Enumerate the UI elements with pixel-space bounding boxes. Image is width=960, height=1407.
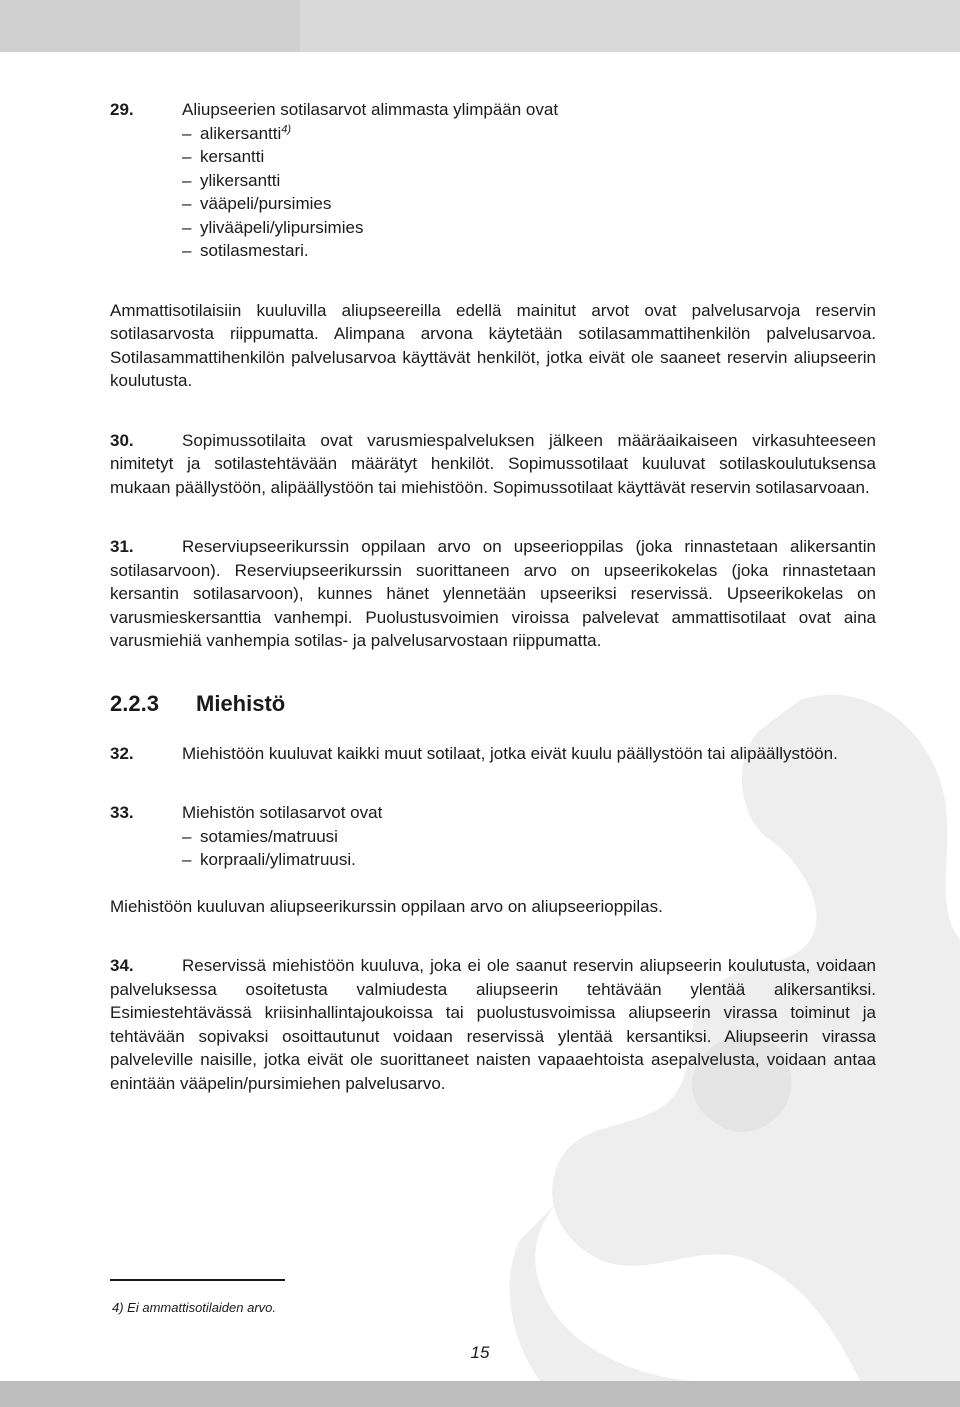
list-item (182, 169, 876, 193)
dash-mark: – (182, 194, 192, 213)
rank-list-29 (110, 122, 876, 263)
section-title: Miehistö (196, 690, 286, 716)
dash-mark: – (182, 241, 192, 260)
item-number: 33. (110, 803, 134, 822)
rank-name: ylivääpeli/ylipursimies (200, 217, 364, 237)
rank-name: alikersantti (200, 123, 282, 143)
item-number: 30. (110, 430, 134, 450)
list-item (182, 145, 876, 169)
item-30 (110, 429, 876, 500)
item-30-text: Sopimussotilaita ovat varusmiespalveluksen jälkeen määräaikaiseen virkasuhteeseen nimitetyt ja sotilastehtävään määrätyt henkilöt. Sopimussotilaat kuuluvat sotilaskoulutuksensa mukaan päällystöön, alipäällystöön tai miehistöön. Sopimussotilaat käyttävät reservin sotilasarvoaan. (110, 430, 876, 497)
section-number: 2.2.3 (110, 690, 159, 716)
rank-name: sotilasmestari. (200, 241, 309, 260)
document-body (110, 98, 876, 1095)
item-number: 32. (110, 743, 134, 763)
item-number: 34. (110, 956, 134, 975)
item-31-text: Reserviupseerikurssin oppilaan arvo on upseerioppilas (joka rinnastetaan alikersantin sotilasarvoon). Reserviupseerikurssin suorittaneen arvo on upseerikokelas (joka rinnastetaan kersantin sotilasarvoon), kunnes hänet ylennetään upseeriksi reservissä. Upseerikokelas on varusmieskersanttia vanhempi. Puolustusvoimien viroissa palvelevat ammattisotilaat ovat aina varusmiehiä vanhempia sotilas- ja palvelusarvostaan riippumatta. (110, 537, 876, 650)
list-item (182, 825, 876, 849)
section-heading (110, 689, 876, 719)
footnote-divider (110, 1279, 285, 1281)
item-31 (110, 535, 876, 653)
list-item (182, 216, 876, 240)
dash-mark: – (182, 170, 192, 190)
item-33-note: Miehistöön kuuluvan aliupseerikurssin oppilaan arvo on aliupseerioppilas. (110, 896, 663, 916)
rank-name: ylikersantti (200, 170, 281, 190)
list-item (182, 239, 876, 263)
item-29-intro-text: Aliupseerien sotilasarvot alimmasta ylimpään ovat (182, 100, 559, 119)
list-item (182, 192, 876, 216)
item-33-intro (110, 801, 876, 825)
dash-mark: – (182, 217, 192, 237)
list-item (182, 848, 876, 872)
dash-mark: – (182, 850, 192, 869)
rank-name: sotamies/matruusi (200, 826, 338, 846)
footnote-ref: 4) (281, 122, 292, 135)
item-32 (110, 742, 876, 766)
item-number: 29. (110, 100, 134, 119)
item-29-intro (110, 98, 876, 122)
item-29-note: Ammattisotilaisiin kuuluvilla aliupseereilla edellä mainitut arvot ovat palvelusarvoja reservin sotilasarvosta riippumatta. Alimpana arvona käytetään sotilasammattihenkilön palvelusarvoa. Sotilasammattihenkilön palvelusarvoa käyttävät henkilöt, jotka eivät ole saaneet reservin aliupseerin koulutusta. (110, 300, 876, 390)
list-item (182, 122, 876, 146)
item-number: 31. (110, 537, 134, 556)
dash-mark: – (182, 147, 192, 166)
rank-name: kersantti (200, 147, 265, 166)
header-bar (0, 0, 960, 52)
item-34 (110, 954, 876, 1095)
footnote: 4) Ei ammattisotilaiden arvo. (112, 1300, 277, 1315)
rank-name: vääpeli/pursimies (200, 194, 332, 213)
page-number: 15 (470, 1343, 490, 1362)
item-32-text: Miehistöön kuuluvat kaikki muut sotilaat, jotka eivät kuulu päällystöön tai alipäällystöön. (182, 743, 838, 763)
rank-name: korpraali/ylimatruusi. (200, 850, 356, 869)
item-33-intro-text: Miehistön sotilasarvot ovat (182, 803, 383, 822)
footer-bar (0, 1381, 960, 1407)
dash-mark: – (182, 826, 192, 846)
dash-mark: – (182, 123, 192, 143)
item-34-text: Reservissä miehistöön kuuluva, joka ei ole saanut reservin aliupseerin koulutusta, voidaan palveluksessa osoitetusta valmiudesta aliupseerin tehtävään ylentää alikersantiksi. Esimiestehtävässä kriisinhallintajoukoissa tai puolustusvoimissa aliupseerin virassa toiminut ja tehtävään sopivaksi osoittautunut voidaan reservissä ylentää kersantiksi. Aliupseerin virassa palveleville naisille, jotka eivät ole suorittaneet naisten vapaaehtoista asepalvelusta, voidaan antaa enintään vääpelin/pursimiehen palvelusarvo. (110, 956, 876, 1093)
rank-list-33 (110, 825, 876, 872)
